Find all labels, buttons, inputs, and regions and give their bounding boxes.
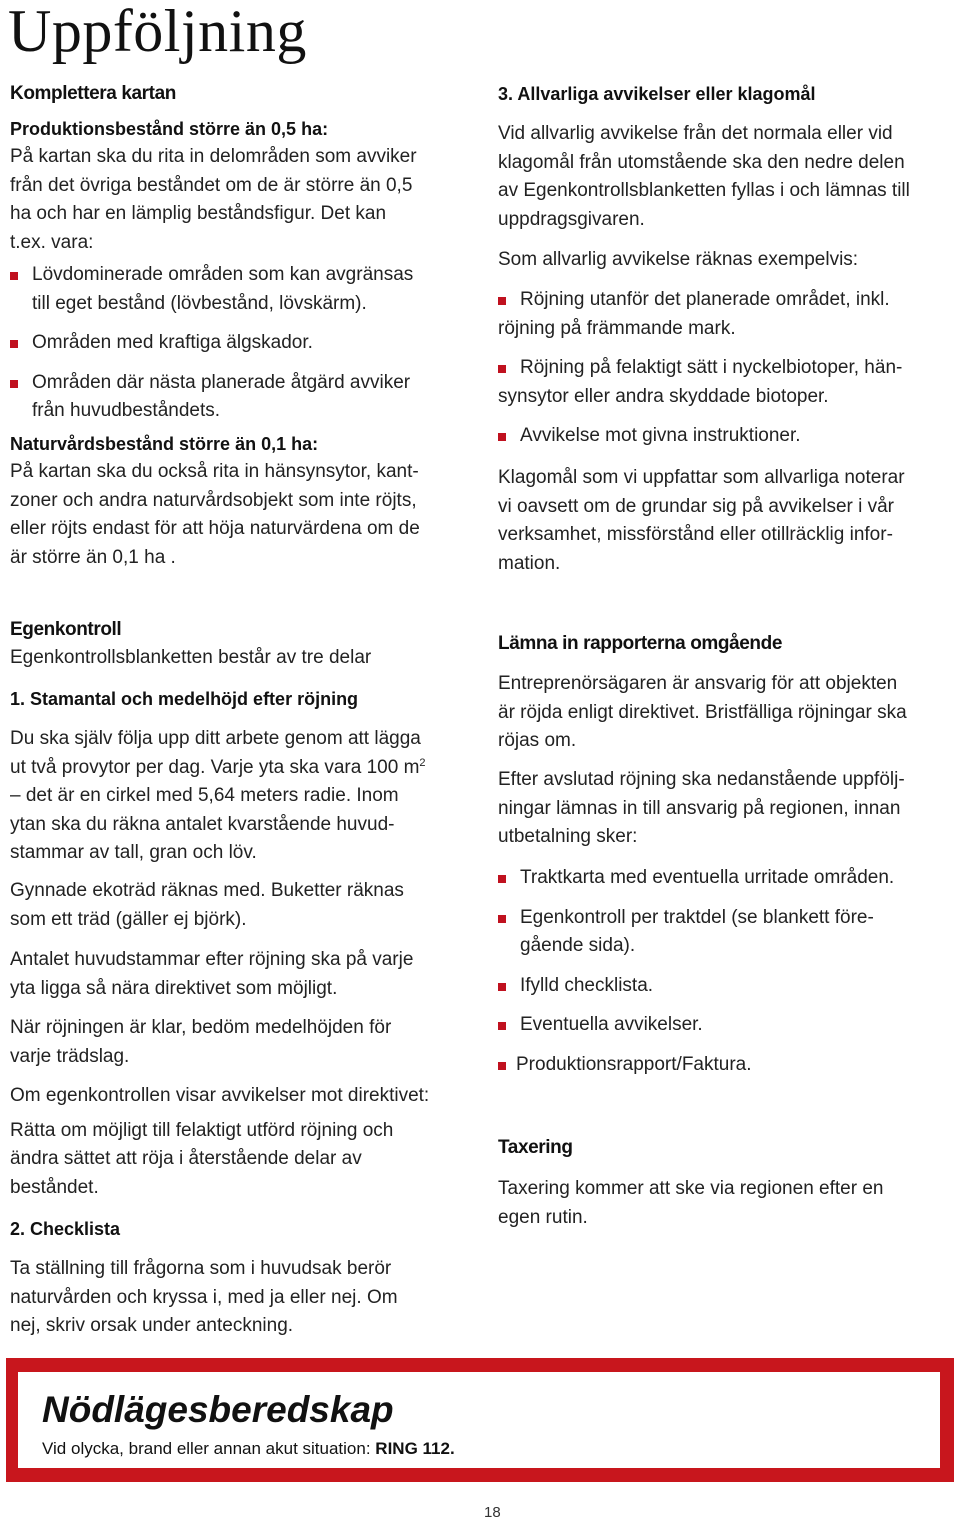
allvarliga-heading: 3. Allvarliga avvikelser eller klagomål (498, 84, 816, 104)
emergency-title: Nödlägesberedskap (42, 1389, 394, 1430)
bullet-line: från huvudbeståndets. (32, 400, 221, 421)
bullet-square-icon (10, 380, 18, 388)
allvarliga-line: Vid allvarlig avvikelse från det normala eller vid (498, 123, 893, 144)
komplettera-intro-line: t.ex. vara: (10, 231, 94, 253)
lamna-line: Entreprenörsägaren är ansvarig för att objekten (498, 673, 898, 694)
stamantal-para (10, 725, 470, 868)
bullet-item (498, 1051, 958, 1080)
bullet-line: till eget bestånd (lövbestånd, lövskärm). (32, 292, 367, 314)
produktionsbestand-subheading: Produktionsbestånd större än 0,5 ha: (10, 119, 329, 139)
allvarliga-para (498, 120, 958, 234)
emergency-instruction: Vid olycka, brand eller annan akut situation: (42, 1439, 371, 1458)
bullet-item (10, 329, 470, 358)
naturvard-body (10, 430, 470, 572)
huvudstammar-line: Antalet huvudstammar efter röjning ska på varje (10, 949, 414, 970)
bullet-square-icon (498, 875, 506, 883)
bullet-item (498, 286, 958, 343)
huvudstammar-para (10, 946, 470, 1003)
page-title: Uppföljning (8, 0, 307, 64)
emergency-box (6, 1358, 954, 1482)
taxering-heading: Taxering (498, 1137, 573, 1158)
allvarliga-bullets (498, 286, 958, 451)
checklista-subheading: 2. Checklista (10, 1219, 121, 1239)
checklista-subheading-block (10, 1215, 470, 1243)
checklista-line: naturvården och kryssa i, med ja eller nej. Om (10, 1286, 398, 1308)
emergency-ring-number: RING 112. (375, 1439, 455, 1458)
taxering-section (498, 1134, 958, 1162)
komplettera-body (10, 115, 470, 257)
avvikelser-line: beståndet. (10, 1176, 99, 1198)
stamantal-line: ytan ska du räkna antalet kvarstående huvud- (10, 813, 395, 835)
avvikelser-line: Om egenkontrollen visar avvikelser mot direktivet: (10, 1085, 430, 1106)
allvarlig-exempel (498, 246, 958, 275)
avvikelser-line: ändra sättet att röja i återstående delar av (10, 1148, 362, 1169)
taxering-line: Taxering kommer att ske via regionen efter en (498, 1178, 884, 1199)
bullet-square-icon (498, 983, 506, 991)
naturvard-line: eller röjts endast för att höja naturvärdena om de (10, 518, 420, 539)
bullet-square-icon (498, 915, 506, 923)
stamantal-line: stammar av tall, gran och löv. (10, 842, 257, 863)
checklista-para (10, 1255, 470, 1341)
stamantal-line-with-sup (10, 754, 470, 783)
lamna-section (498, 630, 958, 658)
allvarliga-section (498, 80, 958, 108)
egenkontroll-section (10, 616, 470, 673)
bullet-line: Eventuella avvikelser. (520, 1014, 703, 1035)
bullet-line: synsytor eller andra skyddade biotoper. (498, 385, 829, 407)
stamantal-line: Du ska själv följa upp ditt arbete genom att lägga (10, 728, 421, 749)
checklista-line: nej, skriv orsak under anteckning. (10, 1315, 294, 1336)
bullet-square-icon (498, 297, 506, 305)
bullet-item (498, 1011, 958, 1040)
bullet-item (10, 369, 470, 426)
lamna-para2 (498, 766, 958, 852)
bullet-item (498, 904, 958, 961)
bullet-item (498, 354, 958, 411)
superscript-two: 2 (419, 756, 426, 769)
bullet-square-icon (10, 340, 18, 348)
stamantal-line: – det är en cirkel med 5,64 meters radie. Inom (10, 785, 399, 806)
avvikelser-para (10, 1082, 470, 1202)
lamna-line: är röjda enligt direktivet. Bristfälliga röjningar ska (498, 701, 907, 723)
taxering-para (498, 1175, 958, 1232)
bullet-square-icon (498, 433, 506, 441)
allvarliga-line: klagomål från utomstående ska den nedre delen (498, 151, 905, 173)
komplettera-intro-line: från det övriga beståndet om de är större än 0,5 (10, 174, 413, 196)
naturvard-line: zoner och andra naturvårdsobjekt som inte röjts, (10, 489, 417, 511)
lamna-bullets (498, 864, 958, 1079)
bullet-line: röjning på främmande mark. (498, 317, 736, 339)
bullet-line: Produktionsrapport/Faktura. (516, 1053, 752, 1075)
klagomal-line: mation. (498, 552, 561, 574)
avvikelser-line: Rätta om möjligt till felaktigt utförd röjning och (10, 1119, 394, 1141)
bullet-line: gående sida). (520, 935, 636, 956)
ekotrad-para (10, 877, 470, 934)
bullet-line: Avvikelse mot givna instruktioner. (520, 425, 801, 446)
egenkontroll-intro: Egenkontrollsblanketten består av tre delar (10, 647, 372, 668)
bullet-square-icon (498, 1022, 506, 1030)
komplettera-intro-line: På kartan ska du rita in delområden som avviker (10, 146, 417, 167)
klagomal-line: verksamhet, missförstånd eller otillräcklig infor- (498, 524, 893, 545)
huvudstammar-line: yta ligga så nära direktivet som möjligt. (10, 977, 338, 999)
stamantal-line-text: ut två provytor per dag. Varje yta ska vara 100 m (10, 756, 420, 778)
stamantal-subheading: 1. Stamantal och medelhöjd efter röjning (10, 689, 359, 709)
medelhojd-line: varje trädslag. (10, 1045, 130, 1067)
bullet-line: Röjning på felaktigt sätt i nyckelbiotoper, hän- (520, 357, 903, 378)
checklista-line: Ta ställning till frågorna som i huvudsak berör (10, 1258, 392, 1279)
bullet-line: Egenkontroll per traktdel (se blankett före- (520, 906, 874, 928)
emergency-box-inner (18, 1372, 940, 1468)
klagomal-para (498, 464, 958, 578)
komplettera-intro-line: ha och har en lämplig beståndsfigur. Det kan (10, 203, 387, 224)
allvarliga-line: av Egenkontrollsblanketten fyllas i och lämnas till (498, 180, 910, 201)
stamantal-subheading-block (10, 685, 470, 713)
medelhojd-para (10, 1014, 470, 1071)
bullet-line: Traktkarta med eventuella urritade områden. (520, 867, 895, 888)
taxering-line: egen rutin. (498, 1206, 588, 1228)
allvarlig-exempel-text: Som allvarlig avvikelse räknas exempelvis: (498, 249, 859, 270)
medelhojd-line: När röjningen är klar, bedöm medelhöjden för (10, 1017, 392, 1038)
klagomal-line: Klagomål som vi uppfattar som allvarliga noterar (498, 467, 905, 488)
bullet-square-icon (498, 365, 506, 373)
lamna-line: röjas om. (498, 730, 577, 751)
lamna-heading: Lämna in rapporterna omgående (498, 633, 783, 654)
komplettera-section (10, 80, 470, 108)
naturvard-subheading: Naturvårdsbestånd större än 0,1 ha: (10, 434, 319, 454)
bullet-square-icon (10, 272, 18, 280)
naturvard-line: På kartan ska du också rita in hänsynsytor, kant- (10, 461, 419, 482)
bullet-item (498, 422, 958, 451)
bullet-line: Lövdominerade områden som kan avgränsas (32, 264, 414, 285)
bullet-line: Ifylld checklista. (520, 974, 654, 996)
bullet-line: Områden med kraftiga älgskador. (32, 332, 313, 353)
allvarliga-line: uppdragsgivaren. (498, 208, 645, 230)
lamna-line: Efter avslutad röjning ska nedanstående uppfölj- (498, 769, 905, 790)
bullet-item (498, 864, 958, 893)
page-number: 18 (484, 1504, 501, 1521)
lamna-para1 (498, 670, 958, 756)
naturvard-line: är större än 0,1 ha . (10, 546, 176, 568)
ekotrad-line: som ett träd (gäller ej björk). (10, 908, 247, 930)
egenkontroll-heading: Egenkontroll (10, 619, 122, 640)
lamna-line: utbetalning sker: (498, 826, 638, 847)
komplettera-bullets (10, 261, 470, 426)
bullet-line: Områden där nästa planerade åtgärd avviker (32, 371, 411, 393)
bullet-item (10, 261, 470, 318)
bullet-line: Röjning utanför det planerade området, inkl. (520, 289, 890, 310)
komplettera-heading: Komplettera kartan (10, 83, 176, 104)
bullet-square-icon (498, 1062, 506, 1070)
klagomal-line: vi oavsett om de grundar sig på avvikelser i vår (498, 495, 895, 517)
bullet-item (498, 972, 958, 1001)
ekotrad-line: Gynnade ekoträd räknas med. Buketter räknas (10, 880, 404, 901)
lamna-line: ningar lämnas in till ansvarig på regionen, innan (498, 797, 901, 819)
emergency-text (42, 1438, 455, 1460)
